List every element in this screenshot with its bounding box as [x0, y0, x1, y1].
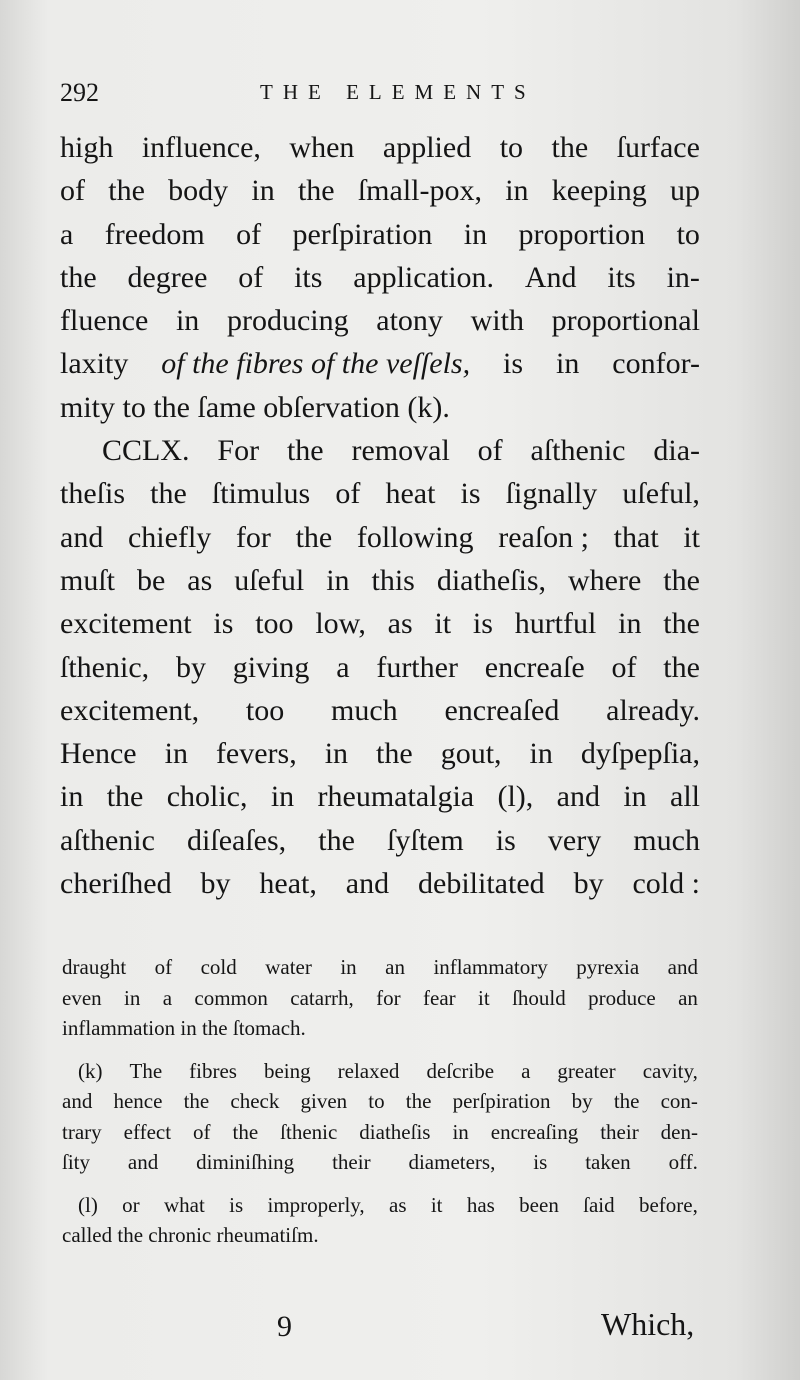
- word: by: [200, 867, 231, 901]
- word: is: [213, 607, 234, 641]
- text-line: [60, 646, 700, 689]
- word: it: [434, 607, 452, 641]
- word: the: [183, 1089, 210, 1113]
- word: of: [236, 217, 262, 251]
- footnote-line: [62, 1190, 698, 1221]
- word: (k): [78, 1058, 103, 1083]
- word: ſthenic: [280, 1119, 338, 1144]
- word: and: [345, 867, 390, 901]
- word: all: [670, 780, 700, 814]
- word: the: [286, 434, 324, 468]
- word: in: [529, 737, 553, 771]
- word: uſeful,: [622, 477, 700, 511]
- word: produce: [588, 985, 656, 1010]
- word: diſeaſes,: [187, 823, 287, 857]
- word: application.: [353, 260, 495, 294]
- word: off.: [668, 1150, 698, 1174]
- word: a: [162, 985, 173, 1010]
- footnote-line: [62, 1147, 698, 1178]
- word: to: [499, 131, 524, 164]
- word: fluence: [60, 304, 149, 338]
- word: inflammatory: [433, 955, 548, 979]
- word: where: [567, 563, 642, 597]
- word: For: [217, 434, 260, 468]
- word: perſpiration: [292, 217, 433, 251]
- word: perſpiration: [452, 1089, 551, 1113]
- word: The: [129, 1058, 163, 1083]
- footnote-line: [62, 1117, 698, 1148]
- word: cholic,: [166, 780, 248, 814]
- word: cold :: [632, 867, 700, 901]
- word: with: [470, 304, 524, 338]
- word: its: [294, 260, 323, 294]
- word: cavity,: [642, 1058, 698, 1083]
- word: encreaſe: [484, 650, 585, 684]
- word: ſhould: [512, 985, 566, 1010]
- text-line: [60, 862, 700, 905]
- word: hence: [113, 1089, 163, 1113]
- text-line: [60, 429, 700, 472]
- word: a: [521, 1058, 531, 1083]
- word: the: [663, 650, 700, 684]
- word: rheumatalgia: [317, 780, 475, 814]
- word: removal: [351, 434, 450, 468]
- text-line: [60, 256, 700, 299]
- word: chiefly: [127, 520, 212, 554]
- body-text: [60, 126, 700, 905]
- word: the: [318, 823, 355, 857]
- word: water: [265, 955, 312, 979]
- word: as: [389, 1192, 407, 1217]
- word: keeping: [551, 174, 647, 208]
- text-line: [60, 775, 700, 818]
- footnote-line: [62, 1220, 698, 1251]
- word: con-: [660, 1089, 698, 1113]
- word: diameters,: [408, 1150, 496, 1174]
- word: the: [405, 1089, 432, 1113]
- running-head: THE ELEMENTS: [260, 80, 536, 104]
- footnote: [62, 952, 698, 1044]
- word: being: [263, 1058, 311, 1083]
- word: uſeful: [234, 563, 305, 597]
- word: muſt: [60, 563, 116, 597]
- word: applied: [382, 131, 472, 164]
- word: and: [127, 1150, 159, 1174]
- text-line: [60, 819, 700, 862]
- word: that: [613, 520, 659, 554]
- signature-mark: 9: [277, 1310, 292, 1343]
- word: it: [478, 985, 490, 1010]
- word: the: [295, 520, 333, 554]
- word: fevers,: [215, 737, 297, 771]
- word: called the chronic rheumatiſm.: [62, 1223, 319, 1247]
- word: of: [611, 650, 637, 684]
- footnote-line: [62, 983, 698, 1014]
- word: in: [270, 780, 295, 814]
- word: in: [555, 347, 580, 381]
- word: to: [368, 1089, 385, 1113]
- word: too: [245, 693, 285, 727]
- word: in: [60, 780, 84, 814]
- word: reaſon ;: [498, 520, 590, 554]
- word: aſthenic: [60, 823, 155, 857]
- word: of: [154, 955, 173, 979]
- word: low,: [315, 607, 366, 641]
- word: degree: [127, 260, 208, 294]
- text-line: [60, 732, 700, 775]
- word: ſignally: [505, 477, 598, 511]
- word: it: [683, 520, 700, 554]
- word: gout,: [440, 737, 502, 771]
- word: in-: [666, 260, 700, 294]
- footnote-line: [62, 952, 698, 983]
- word: hurtful: [514, 607, 597, 641]
- word: the: [106, 780, 144, 814]
- word: excitement,: [60, 693, 200, 727]
- word: (l): [78, 1192, 98, 1217]
- word: in: [251, 174, 275, 208]
- word: in: [324, 737, 349, 771]
- word: and: [60, 520, 104, 554]
- word: in: [340, 955, 357, 979]
- word: relaxed: [337, 1058, 400, 1083]
- word: dia-: [653, 434, 700, 468]
- word: been: [519, 1192, 559, 1217]
- word: diatheſis: [359, 1119, 431, 1144]
- word: the: [663, 607, 700, 641]
- word: in: [618, 607, 642, 641]
- word: encreaſing: [490, 1119, 579, 1144]
- text-line: [60, 169, 700, 212]
- word: following: [356, 520, 474, 554]
- word: in: [623, 780, 647, 814]
- word: body: [168, 174, 229, 208]
- word: very: [547, 823, 602, 857]
- word: a: [60, 217, 74, 251]
- word: is: [472, 607, 493, 641]
- word: their: [600, 1119, 639, 1144]
- text-line: [60, 126, 700, 169]
- text-line: [60, 213, 700, 256]
- word: an: [385, 955, 405, 979]
- word: the: [376, 737, 413, 771]
- word: in: [164, 737, 188, 771]
- word: atony: [376, 304, 443, 338]
- word: inflammation in the ſtomach.: [62, 1016, 306, 1040]
- word: ſurface: [616, 131, 700, 164]
- word: the: [60, 260, 97, 294]
- word: in: [326, 563, 350, 597]
- word: their: [332, 1150, 371, 1174]
- word: the: [663, 563, 700, 597]
- page-header: [60, 78, 720, 110]
- word: laxity: [60, 347, 129, 381]
- word: already.: [606, 693, 700, 727]
- word: ſity: [62, 1150, 91, 1174]
- word: diminiſhing: [196, 1150, 295, 1174]
- word: fear: [423, 985, 456, 1010]
- word: theſis: [60, 477, 125, 511]
- word: up: [670, 174, 700, 208]
- word: heat,: [259, 867, 317, 901]
- word: taken: [585, 1150, 631, 1174]
- word: catarrh,: [290, 985, 354, 1010]
- word: ſmall-pox,: [357, 174, 482, 208]
- word: its: [607, 260, 636, 294]
- text-line: [60, 602, 700, 645]
- word: (l),: [497, 780, 534, 814]
- footnotes: [62, 952, 698, 1263]
- word: what: [163, 1192, 205, 1217]
- word: the: [297, 174, 335, 208]
- word: the: [613, 1089, 640, 1113]
- word: much: [633, 823, 700, 857]
- word: as: [187, 563, 213, 597]
- word: is: [503, 347, 524, 381]
- word: And: [524, 260, 577, 294]
- word: deſcribe: [426, 1058, 495, 1083]
- text-line: [60, 689, 700, 732]
- text-line: [60, 386, 700, 429]
- word: giving: [232, 650, 310, 684]
- word: in: [463, 217, 488, 251]
- word: is: [495, 823, 516, 857]
- word: is: [533, 1150, 548, 1174]
- word: and: [62, 1089, 93, 1113]
- word: fibres: [189, 1058, 237, 1083]
- word: influence,: [141, 131, 261, 164]
- word: producing: [226, 304, 349, 338]
- footnote: [62, 1190, 698, 1251]
- word: is: [460, 477, 481, 511]
- word: ſtimulus: [211, 477, 311, 511]
- word: cheriſhed: [60, 867, 172, 901]
- word: excitement: [60, 607, 192, 641]
- text-line: [60, 472, 700, 515]
- word: is: [229, 1192, 244, 1217]
- word: dyſpepſia,: [580, 737, 700, 771]
- word: by: [571, 1089, 593, 1113]
- word: by: [573, 867, 604, 901]
- word: proportional: [551, 304, 700, 338]
- text-line: [60, 299, 700, 342]
- word: it: [430, 1192, 443, 1217]
- word: of: [477, 434, 503, 468]
- word: ſyſtem: [387, 823, 464, 857]
- word: an: [678, 985, 698, 1010]
- word: and: [667, 955, 698, 979]
- footnote-line: [62, 1086, 698, 1117]
- footnote-line: [62, 1056, 698, 1087]
- text-line: [60, 516, 700, 559]
- text-line: [60, 559, 700, 602]
- word: or: [122, 1192, 140, 1217]
- word: in: [505, 174, 529, 208]
- word: in: [452, 1119, 469, 1144]
- word: of the fibres of the veſſels,: [161, 347, 471, 381]
- word: in: [124, 985, 141, 1010]
- word: the: [551, 131, 589, 164]
- word: of: [335, 477, 361, 511]
- word: improperly,: [267, 1192, 365, 1217]
- word: before,: [638, 1192, 698, 1217]
- word: Hence: [60, 737, 137, 771]
- word: for: [376, 985, 401, 1010]
- word: high: [60, 131, 114, 164]
- word: to: [676, 217, 700, 251]
- word: even: [62, 985, 102, 1010]
- word: proportion: [518, 217, 646, 251]
- word: the: [150, 477, 187, 511]
- word: cold: [200, 955, 237, 979]
- word: by: [175, 650, 206, 684]
- word: trary: [62, 1119, 102, 1144]
- word: encreaſed: [444, 693, 560, 727]
- word: and: [556, 780, 600, 814]
- word: check: [230, 1089, 280, 1113]
- word: too: [255, 607, 294, 641]
- word: much: [331, 693, 398, 727]
- word: of: [193, 1119, 211, 1144]
- word: pyrexia: [576, 955, 640, 979]
- word: of: [60, 174, 85, 208]
- word: draught: [62, 955, 127, 979]
- word: has: [466, 1192, 495, 1217]
- word: this: [371, 563, 415, 597]
- word: mity to the ſame obſervation (k).: [60, 390, 450, 424]
- word: for: [235, 520, 271, 554]
- word: common: [194, 985, 268, 1010]
- word: confor-: [612, 347, 700, 381]
- text-line: [60, 342, 700, 385]
- word: the: [232, 1119, 259, 1144]
- word: ſthenic,: [60, 650, 150, 684]
- word: den-: [660, 1119, 698, 1144]
- word: of: [238, 260, 264, 294]
- catchword: Which,: [601, 1306, 695, 1342]
- footnote: [62, 1056, 698, 1178]
- word: as: [387, 607, 413, 641]
- word: given: [300, 1089, 348, 1113]
- word: greater: [557, 1058, 616, 1083]
- word: in: [175, 304, 200, 338]
- word: heat: [385, 477, 436, 511]
- word: the: [108, 174, 145, 208]
- word: a: [336, 650, 350, 684]
- word: diatheſis,: [436, 563, 546, 597]
- page-number: 292: [60, 78, 99, 107]
- word: aſthenic: [530, 434, 626, 468]
- word: freedom: [104, 217, 205, 251]
- word: debilitated: [418, 867, 545, 901]
- word: be: [136, 563, 166, 597]
- word: ſaid: [583, 1192, 615, 1217]
- word: when: [289, 131, 355, 164]
- word: CCLX.: [102, 434, 190, 468]
- word: further: [376, 650, 458, 684]
- word: effect: [123, 1119, 172, 1144]
- footnote-line: [62, 1013, 698, 1044]
